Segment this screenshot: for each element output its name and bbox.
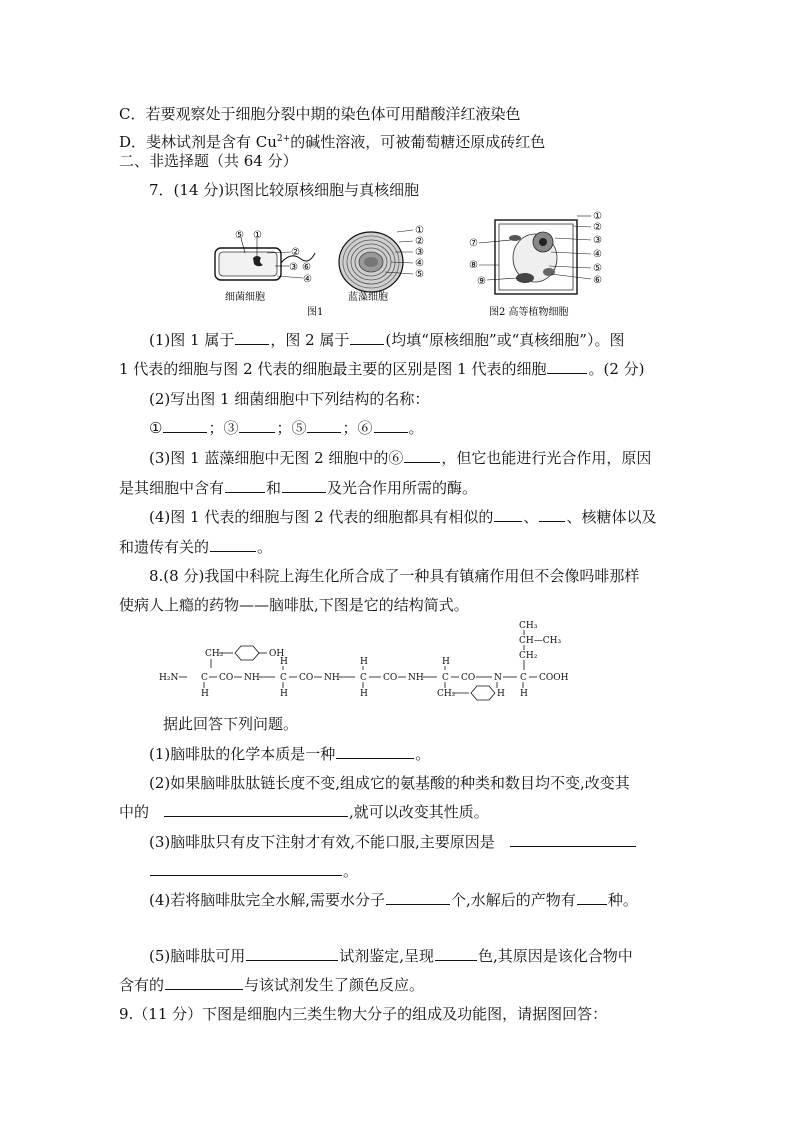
bacteria-cell-diagram bbox=[215, 230, 315, 303]
answer-blank[interactable] bbox=[225, 478, 265, 493]
q7-text: ；③ bbox=[208, 419, 239, 437]
option-c: C．若要观察处于细胞分裂中期的染色体可用醋酸洋红液染色 bbox=[119, 105, 521, 123]
formula-oh: OH bbox=[269, 649, 285, 659]
q7-text: (4)图 1 代表的细胞与图 2 代表的细胞都具有相似的 bbox=[149, 508, 494, 526]
answer-blank[interactable] bbox=[510, 832, 636, 847]
q7-text: 及光合作用所需的酶。 bbox=[327, 479, 478, 497]
q8-text: 中的 bbox=[119, 803, 150, 821]
formula-h: H bbox=[360, 689, 368, 699]
q7-text: 、核糖体以及 bbox=[566, 508, 657, 526]
q8-text: 种。 bbox=[607, 891, 638, 909]
bacteria-label-6: ⑥ bbox=[302, 262, 311, 273]
q7-text: ，图 2 属于 bbox=[270, 331, 350, 349]
formula-ch3: CH₃ bbox=[519, 621, 538, 631]
answer-blank[interactable] bbox=[164, 802, 348, 817]
answer-blank[interactable] bbox=[494, 507, 522, 522]
answer-blank[interactable] bbox=[350, 330, 384, 345]
plant-label-6: ⑥ bbox=[593, 275, 602, 286]
cyano-caption: 蓝藻细胞 bbox=[348, 292, 388, 303]
cyano-label-2: ② bbox=[415, 236, 424, 247]
q7-part-1-line-1 bbox=[149, 330, 624, 350]
q8-part-3-line-2 bbox=[149, 861, 358, 881]
answer-blank[interactable] bbox=[336, 744, 414, 759]
answer-blank[interactable] bbox=[547, 359, 587, 374]
formula-c: C bbox=[280, 673, 287, 683]
formula-h: H bbox=[201, 689, 209, 699]
formula-n: N bbox=[494, 673, 502, 683]
bacteria-label-3: ③ bbox=[289, 262, 298, 273]
formula-nh: NH bbox=[244, 673, 260, 683]
answer-blank[interactable] bbox=[163, 418, 207, 433]
answer-blank[interactable] bbox=[150, 861, 342, 876]
q8-part-2-line-2 bbox=[119, 802, 489, 822]
plant-label-5: ⑤ bbox=[593, 263, 602, 274]
plant-label-7: ⑦ bbox=[469, 238, 478, 249]
q7-part-1-line-2 bbox=[119, 359, 645, 379]
q7-text: ，但它也能进行光合作用，原因 bbox=[441, 449, 652, 467]
section-heading: 二、非选择题（共 64 分） bbox=[119, 152, 298, 170]
q7-text: 和遗传有关的 bbox=[119, 538, 210, 556]
formula-h: H bbox=[280, 689, 288, 699]
plant-label-8: ⑧ bbox=[469, 260, 478, 271]
fig1-caption: 图1 bbox=[307, 307, 324, 318]
answer-blank[interactable] bbox=[539, 507, 565, 522]
q8-intro: 据此回答下列问题。 bbox=[163, 715, 299, 733]
answer-blank[interactable] bbox=[239, 418, 275, 433]
formula-h2n: H₂N bbox=[159, 673, 179, 683]
q8-text: 试剂鉴定,呈现 bbox=[339, 947, 435, 965]
plant-label-1: ① bbox=[593, 211, 602, 222]
q7-part-3-line-2 bbox=[119, 478, 477, 498]
q8-text: 含有的 bbox=[119, 976, 165, 994]
q8-line-2: 使病人上瘾的药物——脑啡肽,下图是它的结构简式。 bbox=[119, 596, 469, 614]
question-9-title: 9.（11 分）下图是细胞内三类生物大分子的组成及功能图，请据图回答： bbox=[119, 1005, 608, 1023]
plant-label-4: ④ bbox=[593, 249, 602, 260]
bacteria-label-2: ② bbox=[291, 247, 300, 258]
formula-cooh: COOH bbox=[539, 673, 569, 683]
plant-label-2: ② bbox=[593, 222, 602, 233]
enkephalin-structural-formula bbox=[155, 620, 595, 702]
formula-nh: NH bbox=[408, 673, 424, 683]
q7-text: 和 bbox=[266, 479, 282, 497]
superscript: 2+ bbox=[276, 134, 291, 144]
q7-text: ① bbox=[149, 419, 163, 437]
answer-blank[interactable] bbox=[246, 946, 338, 961]
formula-ch-ch3: CH—CH₃ bbox=[519, 636, 562, 646]
formula-c: C bbox=[360, 673, 367, 683]
formula-h: H bbox=[520, 689, 528, 699]
q7-text: (均填“原核细胞”或“真核细胞”）。图 bbox=[385, 331, 625, 349]
question-7-title: 7．(14 分)识图比较原核细胞与真核细胞 bbox=[149, 181, 420, 199]
q8-text: 色,其原因是该化合物中 bbox=[478, 947, 633, 965]
cyano-label-5: ⑤ bbox=[415, 269, 424, 280]
formula-c: C bbox=[520, 673, 527, 683]
q7-part-4-line-2 bbox=[119, 537, 272, 557]
answer-blank[interactable] bbox=[404, 448, 440, 463]
q8-text: 与该试剂发生了颜色反应。 bbox=[244, 976, 425, 994]
formula-h: H bbox=[497, 689, 505, 699]
formula-c: C bbox=[442, 673, 449, 683]
plant-label-3: ③ bbox=[593, 235, 602, 246]
q8-text: ,就可以改变其性质。 bbox=[349, 803, 489, 821]
answer-blank[interactable] bbox=[435, 946, 477, 961]
formula-ch2: CH₂ bbox=[519, 651, 538, 661]
q7-text: 是其细胞中含有 bbox=[119, 479, 225, 497]
q8-text: (5)脑啡肽可用 bbox=[149, 947, 246, 965]
bacteria-label-1: ① bbox=[253, 230, 262, 241]
cyano-label-3: ③ bbox=[415, 247, 424, 258]
cyano-label-4: ④ bbox=[415, 258, 424, 269]
plant-cell-diagram bbox=[469, 211, 602, 318]
formula-ch2: CH₂ bbox=[437, 689, 456, 699]
formula-co: CO bbox=[383, 673, 398, 683]
q8-text: 。 bbox=[415, 745, 431, 763]
formula-c: C bbox=[201, 673, 208, 683]
q7-part-3-line-1 bbox=[149, 448, 651, 468]
q7-text: ；⑥ bbox=[342, 419, 373, 437]
formula-co: CO bbox=[299, 673, 314, 683]
plant-label-9: ⑨ bbox=[477, 276, 486, 287]
q7-text: ；⑤ bbox=[276, 419, 307, 437]
formula-co: CO bbox=[461, 673, 476, 683]
q7-text: (1)图 1 属于 bbox=[149, 331, 235, 349]
formula-nh: NH bbox=[324, 673, 340, 683]
bacteria-label-5: ⑤ bbox=[235, 230, 244, 241]
option-d-text-2: 的碱性溶液，可被葡萄糖还原成砖红色 bbox=[290, 133, 546, 151]
fig2-caption: 图2 高等植物细胞 bbox=[489, 307, 569, 318]
answer-blank[interactable] bbox=[165, 975, 243, 990]
answer-blank[interactable] bbox=[374, 418, 408, 433]
cyano-label-1: ① bbox=[415, 225, 424, 236]
formula-co: CO bbox=[219, 673, 234, 683]
q7-text: 。(2 分) bbox=[588, 360, 645, 378]
answer-blank[interactable] bbox=[307, 418, 341, 433]
q8-part-3-line-1 bbox=[149, 832, 637, 852]
option-d-text: D．斐林试剂是含有 Cu bbox=[119, 133, 277, 151]
q8-line-1: 8.(8 分)我国中科院上海生化所合成了一种具有镇痛作用但不会像吗啡那样 bbox=[149, 567, 640, 585]
q8-part-1 bbox=[149, 744, 430, 764]
option-d bbox=[119, 129, 545, 152]
q7-text: 。 bbox=[257, 538, 273, 556]
q7-part-2: (2)写出图 1 细菌细胞中下列结构的名称： bbox=[149, 390, 430, 408]
q7-text: 1 代表的细胞与图 2 代表的细胞最主要的区别是图 1 代表的细胞 bbox=[119, 360, 547, 378]
q7-text: (3)图 1 蓝藻细胞中无图 2 细胞中的⑥ bbox=[149, 449, 404, 467]
q8-text: (4)若将脑啡肽完全水解,需要水分子 bbox=[149, 891, 386, 909]
q7-part-4-line-1 bbox=[149, 507, 656, 527]
formula-ch2: CH₂ bbox=[205, 649, 224, 659]
q8-part-5-line-1 bbox=[149, 946, 633, 966]
q8-part-2-line-1: (2)如果脑啡肽肽链长度不变,组成它的氨基酸的种类和数目均不变,改变其 bbox=[149, 774, 630, 792]
answer-blank[interactable] bbox=[577, 890, 607, 905]
formula-h: H bbox=[360, 657, 368, 667]
bacteria-caption: 细菌细胞 bbox=[225, 292, 265, 303]
q8-text: 个,水解后的产物有 bbox=[451, 891, 576, 909]
q8-part-5-line-2 bbox=[119, 975, 424, 995]
answer-blank[interactable] bbox=[282, 478, 326, 493]
bacteria-label-4: ④ bbox=[303, 274, 312, 285]
formula-h: H bbox=[442, 657, 450, 667]
answer-blank[interactable] bbox=[386, 890, 450, 905]
q8-text: (1)脑啡肽的化学本质是一种 bbox=[149, 745, 336, 763]
answer-blank[interactable] bbox=[235, 330, 269, 345]
cyanobacteria-cell-diagram bbox=[307, 225, 424, 318]
q7-text: 。 bbox=[408, 419, 424, 437]
cell-figure bbox=[205, 208, 615, 320]
q8-part-4 bbox=[149, 890, 638, 910]
q8-text: (3)脑啡肽只有皮下注射才有效,不能口服,主要原因是 bbox=[149, 833, 495, 851]
answer-blank[interactable] bbox=[210, 537, 256, 552]
q7-part-2-blanks bbox=[149, 418, 424, 438]
q7-text: 、 bbox=[523, 508, 539, 526]
q8-text: 。 bbox=[343, 862, 359, 880]
formula-h: H bbox=[280, 657, 288, 667]
